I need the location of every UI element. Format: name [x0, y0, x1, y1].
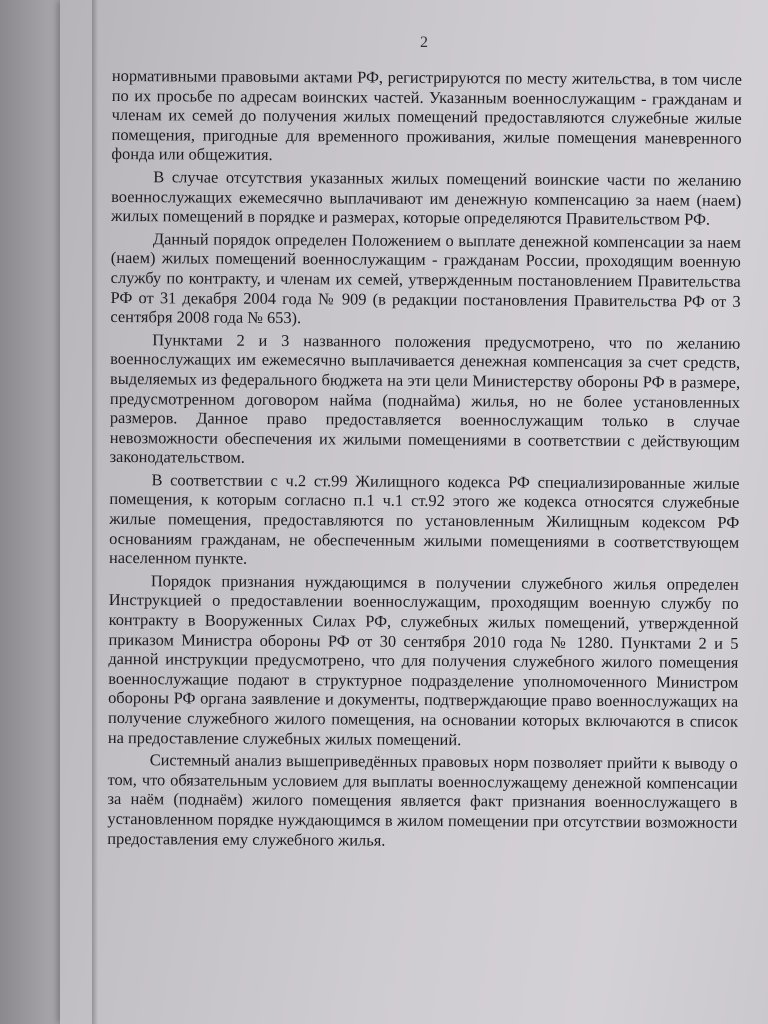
paragraph: В случае отсутствия указанных жилых помещений воинские части по желанию военнослужащих ежемесячно выплачивают им денежную компенсацию за наем (наем) жилых помещений в порядке и размерах, которые определяются Правительством РФ.: [111, 167, 742, 229]
paragraph: Пунктами 2 и 3 названного положения предусмотрено, что по желанию военнослужащих им ежемесячно выплачивается денежная компенсация за счет средств, выделяемых из федерального бюджета на эти цели Министерству обороны РФ в размере, предусмотренном договором найма (поднайма) жилья, но не более установленных размеров. Данное право предоставляется военнослужащим только в случае невозможности обеспечения их жилыми помещениями в соответствии с действующим законодательством.: [109, 329, 741, 468]
paragraph: Данный порядок определен Положением о выплате денежной компенсации за наем (наем) жилых помещений военнослужащим - гражданам России, проходящим военную службу по контракту, и членам их семей, утвержденным постановлением Правительства РФ от 31 декабря 2004 года № 909 (в редакции постановления Правительства РФ от 3 сентября 2008 года № 653).: [110, 229, 741, 328]
paragraph: нормативными правовыми актами РФ, регистрируются по месту жительства, в том числе по их просьбе по адресам воинских частей. Указанным военнослужащим - гражданам и членам их семей до получения жилых помещений предоставляются служебные жилые помещения, пригодные для временного проживания, жилые помещения маневренного фонда или общежития.: [111, 66, 742, 165]
paragraph: В соответствии с ч.2 ст.99 Жилищного кодекса РФ специализированные жилые помещения, к которым согласно п.1 ч.1 ст.92 этого же кодекса относятся служебные жилые помещения, предоставляются по установленным Жилищным кодексом РФ основаниям гражданам, не обеспеченным жилыми помещениями в соответствующем населенном пункте.: [108, 470, 740, 569]
paragraph: Порядок признания нуждающимся в получении служебного жилья определен Инструкцией о предоставлении военнослужащим, проходящим военную службу по контракту в Вооруженных Силах РФ, служебных жилых помещений, утвержденной приказом Министра обороны РФ от 30 сентября 2010 года № 1280. Пунктами 2 и 5 данной инструкции предусмотрено, что для получения служебного жилого помещения военнослужащие подают в структурное подразделение уполномоченного Министром обороны РФ органа заявление и документы, подтверждающие право военнослужащих на получение служебного жилого помещения, на основании которых включаются в список на предоставление служебных жилых помещений.: [107, 571, 739, 749]
page-fold-shadow: [92, 0, 98, 1024]
page-number: 2: [420, 34, 428, 51]
document-body: [107, 66, 742, 855]
paragraph: Системный анализ вышеприведённых правовых норм позволяет прийти к выводу о том, что обязательным условием для выплаты военнослужащему денежной компенсации за наём (поднаём) жилого помещения является факт признания военнослужащего в установленном порядке нуждающимся в жилом помещении при отсутствии возможности предоставления ему служебного жилья.: [107, 750, 738, 850]
